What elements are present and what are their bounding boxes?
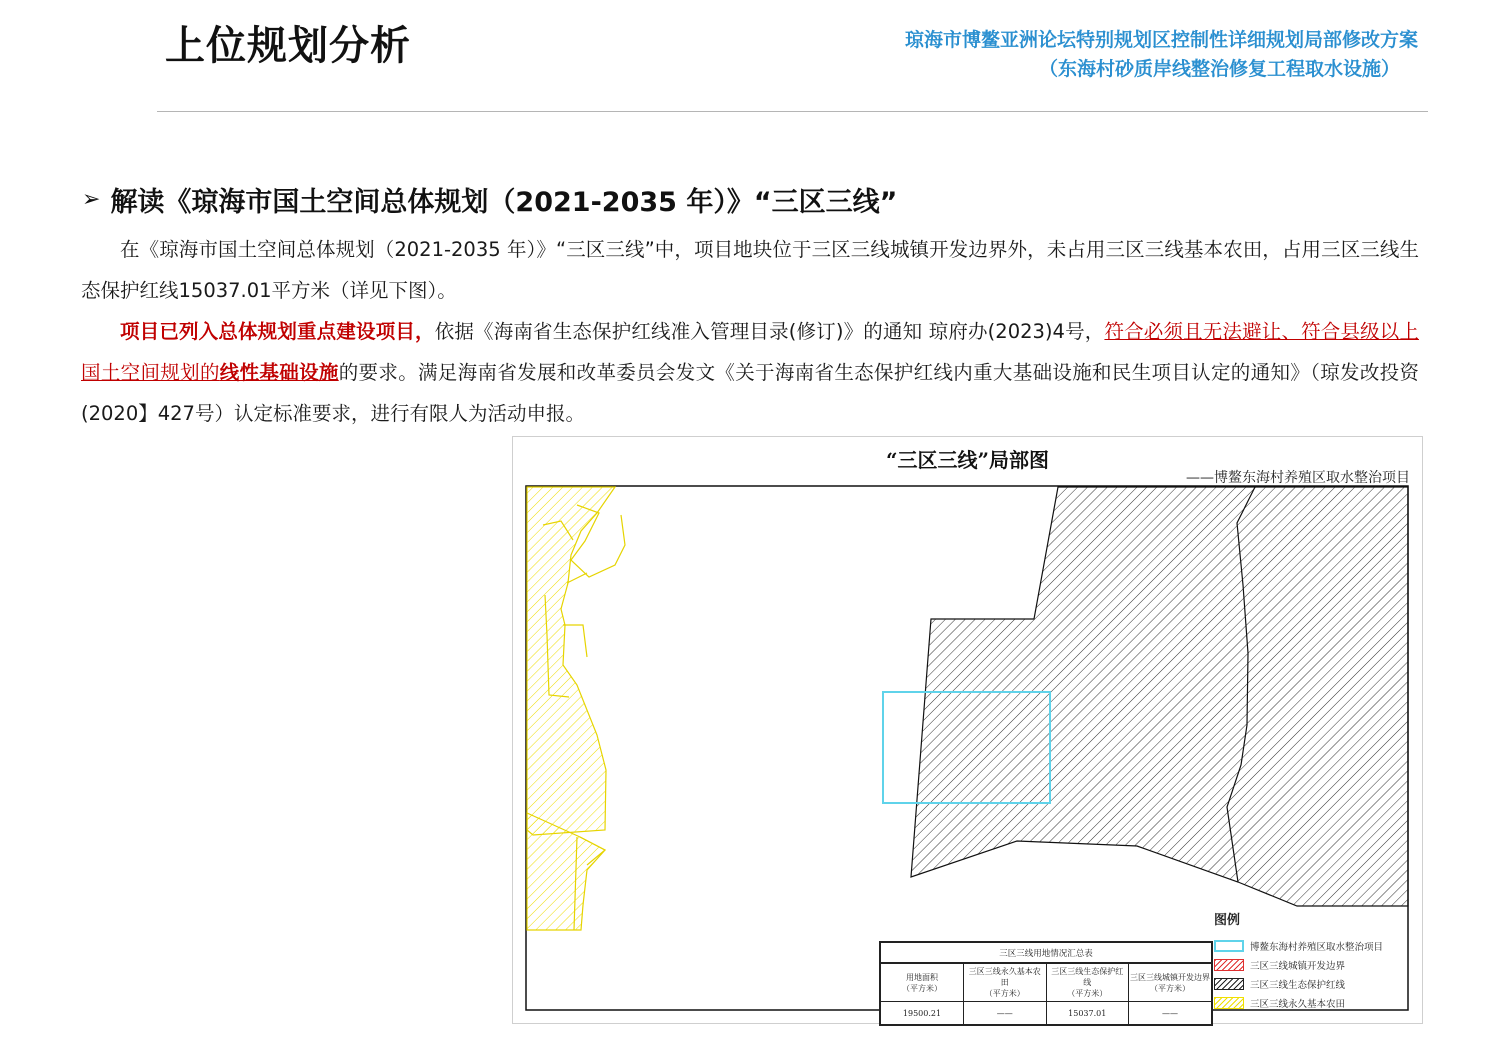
table-header-row xyxy=(881,964,1211,1002)
table-row xyxy=(881,1002,1211,1025)
legend-item xyxy=(1214,974,1409,993)
land-use-summary-table xyxy=(879,941,1213,1026)
summary-table-caption: 三区三线用地情况汇总表 xyxy=(881,943,1211,963)
legend-label: 博鳌东海村养殖区取水整治项目 xyxy=(1250,941,1384,953)
section-heading-text: 解读《琼海市国土空间总体规划（2021-2035 年）》“三区三线” xyxy=(110,187,898,218)
table-cell: —— xyxy=(1129,1002,1212,1025)
legend-label: 三区三线生态保护红线 xyxy=(1250,979,1346,991)
legend-title: 图例 xyxy=(1214,913,1241,928)
legend-item xyxy=(1214,936,1409,955)
project-swatch-icon xyxy=(1214,940,1244,952)
map-subtitle: ——博鳌东海村养殖区取水整治项目 xyxy=(1186,470,1410,486)
header-divider xyxy=(157,111,1428,112)
map-figure xyxy=(512,436,1423,1024)
urban-boundary-swatch-icon xyxy=(1214,959,1244,971)
table-header-cell: 三区三线生态保护红线 （平方米） xyxy=(1046,964,1129,1002)
farmland-swatch-icon xyxy=(1214,997,1244,1009)
highlight-requirement: 符合必须且无法避让、符合县级以上国土空间规划的 xyxy=(81,320,1419,384)
paragraph-2 xyxy=(81,311,1419,434)
document-title-line1: 琼海市博鳌亚洲论坛特别规划区控制性详细规划局部修改方案 xyxy=(904,29,1418,51)
paragraph-2-text-b: 的要求。满足海南省发展和改革委员会发文《关于海南省生态保护红线内重大基础设施和民生项目认定的通知》（琼发改投资(2020】427号）认定标准要求，进行有限人为活动申报。 xyxy=(81,361,1419,425)
page-title: 上位规划分析 xyxy=(165,23,411,69)
table-header-cell: 用地面积 （平方米） xyxy=(881,964,964,1002)
table-cell: —— xyxy=(964,1002,1047,1025)
eco-redline-swatch-icon xyxy=(1214,978,1244,990)
map-title: “三区三线”局部图 xyxy=(885,448,1049,472)
table-header-cell: 三区三线城镇开发边界 （平方米） xyxy=(1129,964,1212,1002)
legend-item xyxy=(1214,993,1409,1012)
paragraph-2-text-a: 依据《海南省生态保护红线准入管理目录(修订)》的通知 琼府办(2023)4号， xyxy=(434,320,1105,343)
arrow-bullet-icon: ➢ xyxy=(82,187,101,212)
legend-label: 三区三线永久基本农田 xyxy=(1250,998,1346,1010)
paragraph-1: 在《琼海市国土空间总体规划（2021-2035 年）》“三区三线”中，项目地块位于三区三线城镇开发边界外，未占用三区三线基本农田，占用三区三线生态保护红线15037.01平方米（详见下图）。 xyxy=(81,238,1419,302)
document-title-line2: （东海村砂质岸线整治修复工程取水设施） xyxy=(1038,58,1400,80)
body-text xyxy=(81,229,1419,434)
table-header-cell: 三区三线永久基本农田 （平方米） xyxy=(964,964,1047,1002)
table-cell: 15037.01 xyxy=(1046,1002,1129,1025)
document-title xyxy=(905,26,1418,84)
legend-item xyxy=(1214,955,1409,974)
table-cell: 19500.21 xyxy=(881,1002,964,1025)
highlight-key-project: 项目已列入总体规划重点建设项目， xyxy=(120,320,435,343)
legend-label: 三区三线城镇开发边界 xyxy=(1250,960,1346,972)
highlight-linear-infrastructure: 线性基础设施 xyxy=(219,361,339,384)
map-legend xyxy=(1214,909,1409,1012)
section-heading xyxy=(82,180,897,219)
